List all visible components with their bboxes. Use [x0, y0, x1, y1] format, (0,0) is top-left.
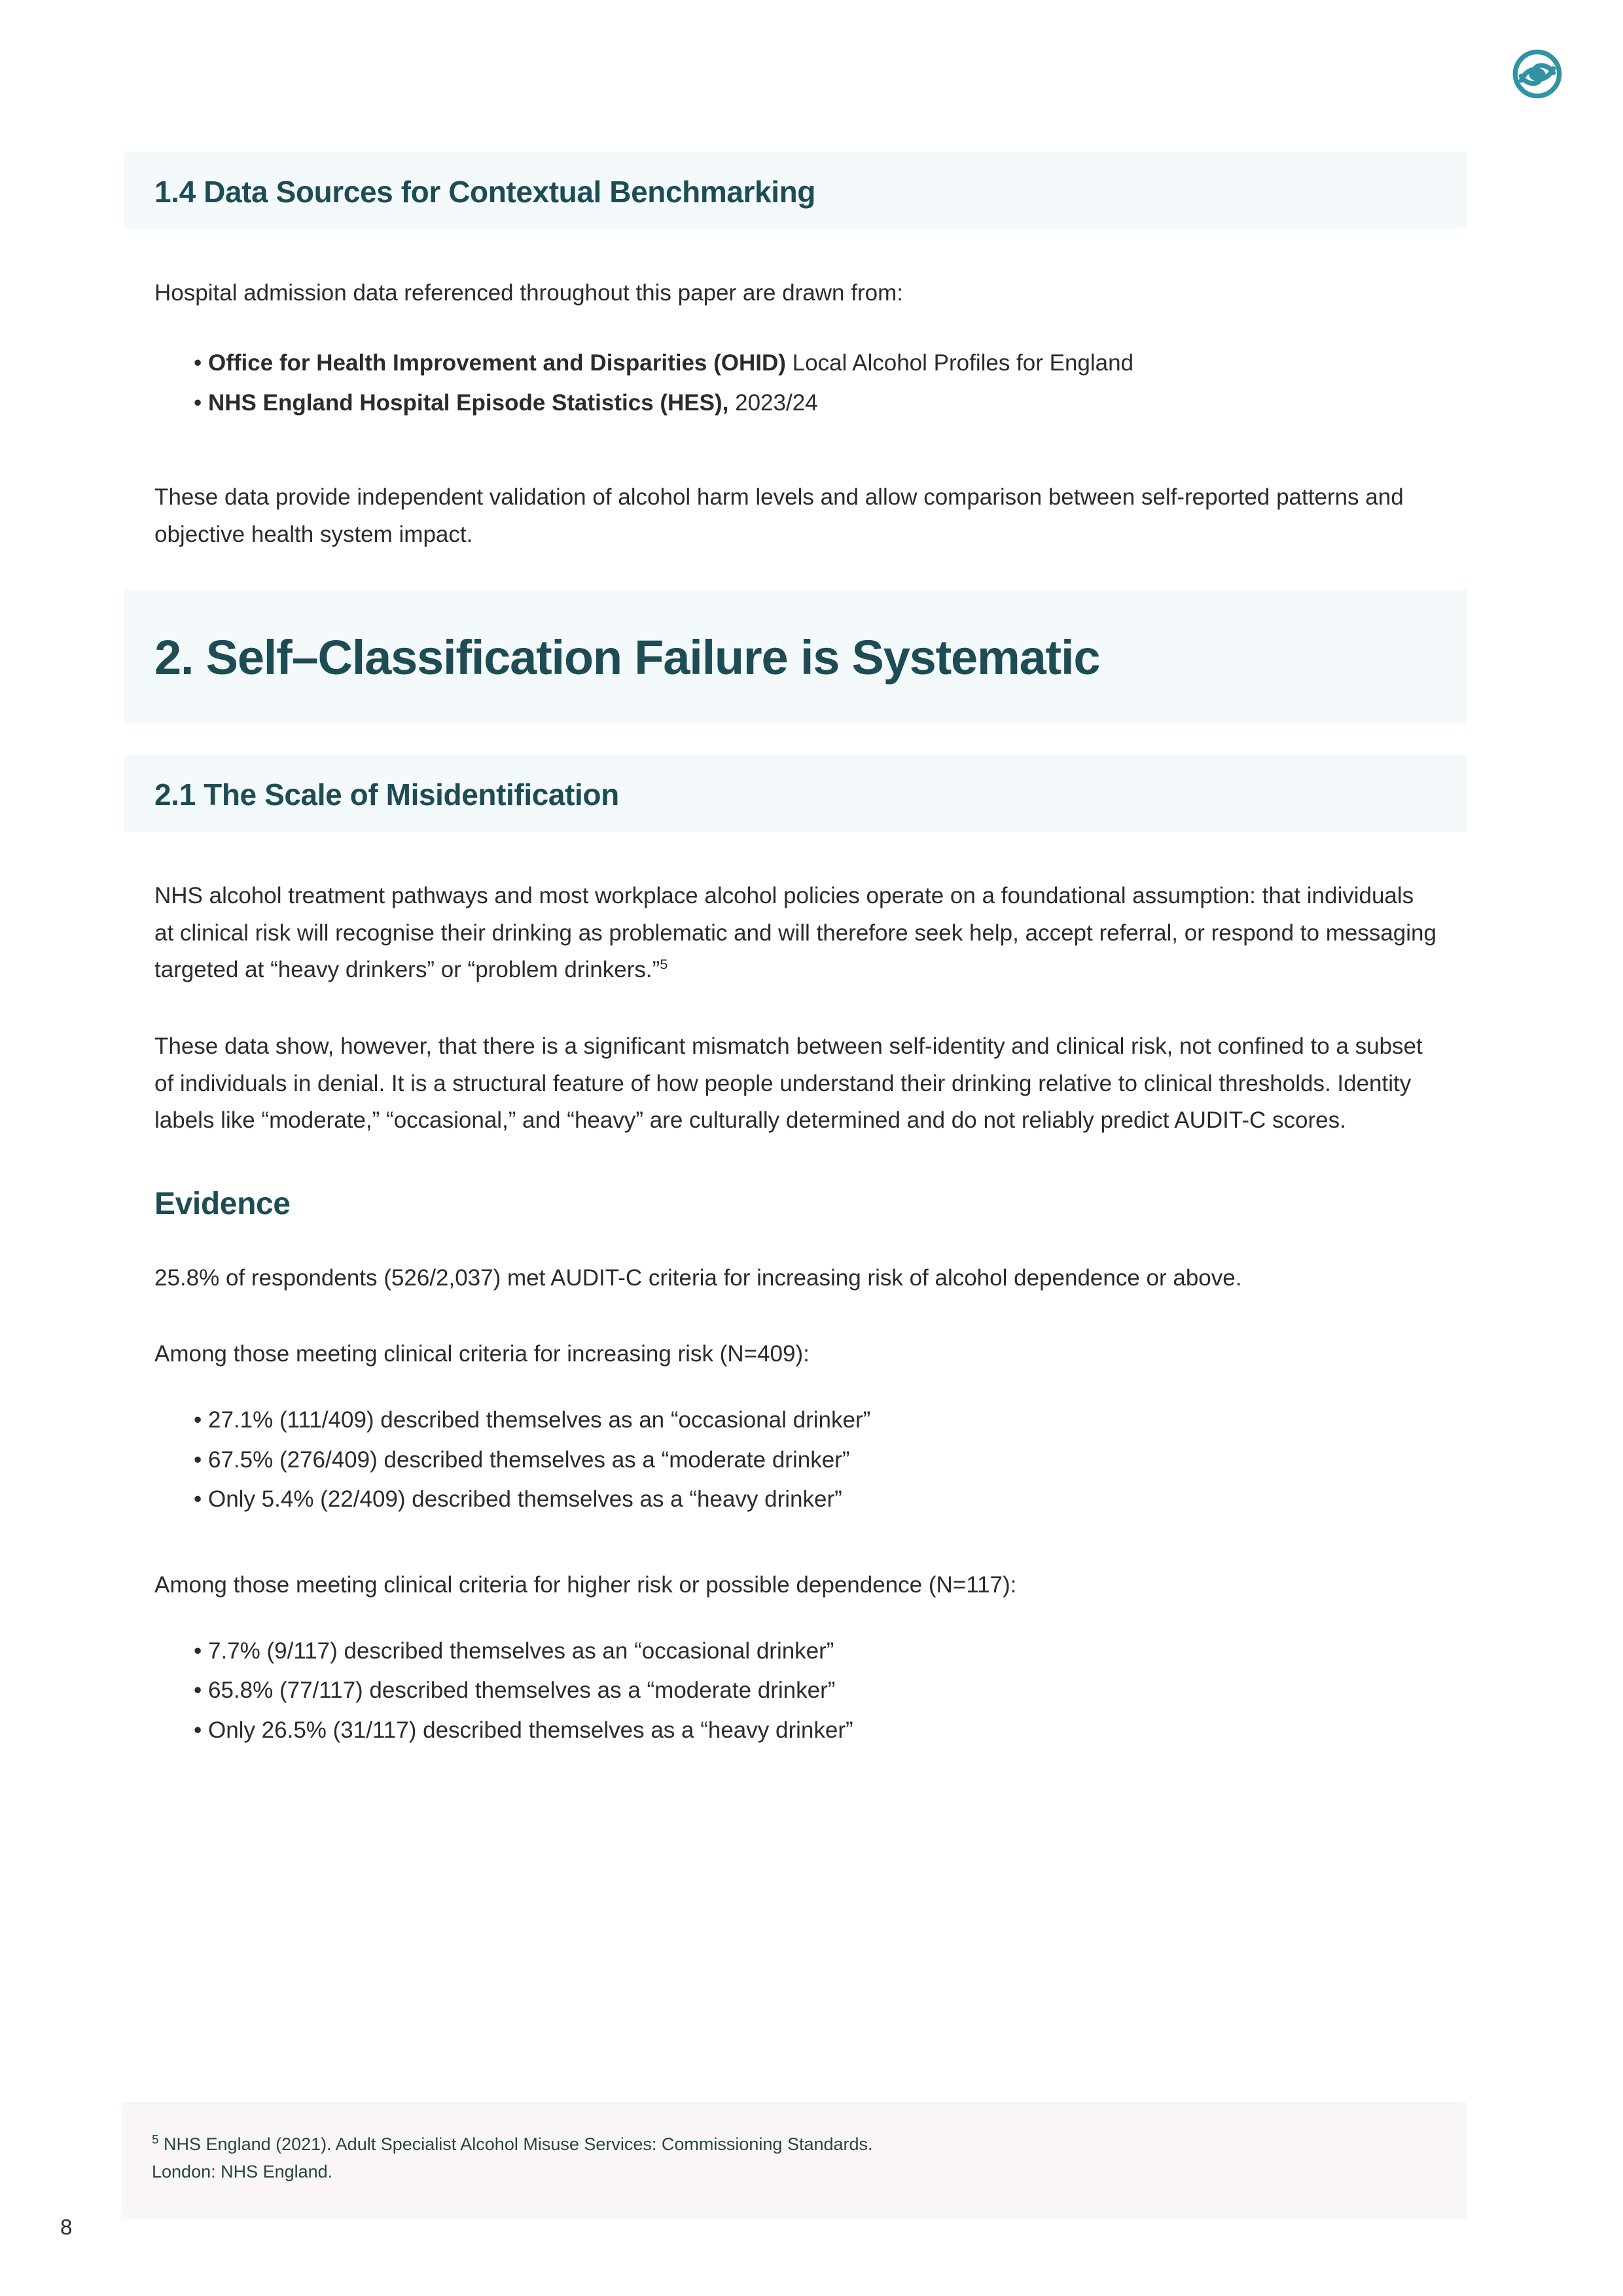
spacer — [154, 424, 1437, 479]
list-item: • 65.8% (77/117) described themselves as a “moderate drinker” — [194, 1677, 836, 1704]
footnote-line-1 — [152, 2131, 1437, 2159]
section-heading-band-2-1 — [124, 755, 1467, 832]
footnote-band — [122, 2102, 1467, 2219]
spacer — [124, 229, 1467, 275]
spacer — [154, 1139, 1437, 1185]
source-name: NHS England Hospital Episode Statistics (HES), — [207, 389, 729, 416]
list-item: • Only 26.5% (31/117) described themselves as a “heavy drinker” — [194, 1717, 853, 1744]
source-detail: 2023/24 — [728, 389, 818, 416]
paragraph-intro-sources: Hospital admission data referenced throughout this paper are drawn from: — [154, 280, 903, 306]
section-heading-2-1: 2.1 The Scale of Misidentification — [154, 777, 619, 812]
section-heading-band-1-4 — [124, 152, 1467, 229]
paragraph-evidence-lead: 25.8% of respondents (526/2,037) met AUDIT-C criteria for increasing risk of alcohol dependence or above. — [154, 1265, 1242, 1291]
section-1-4-body — [124, 275, 1467, 553]
section-heading-band-2 — [124, 590, 1467, 725]
list-item — [194, 385, 1437, 422]
bullet-glyph: • — [194, 350, 208, 376]
spacer — [154, 1297, 1437, 1336]
spacer — [154, 989, 1437, 1028]
subheading-evidence: Evidence — [154, 1186, 291, 1221]
data-sources-list — [154, 345, 1437, 422]
list-item: • 67.5% (276/409) described themselves as a “moderate drinker” — [194, 1446, 850, 1473]
list-item: • 27.1% (111/409) described themselves as an “occasional drinker” — [194, 1407, 871, 1433]
list-item: • 7.7% (9/117) described themselves as an “occasional drinker” — [194, 1638, 834, 1664]
page-number: 8 — [60, 2215, 73, 2239]
brand-logo-icon — [1510, 47, 1564, 101]
paragraph-assumption — [154, 878, 1437, 989]
section-heading-1-4: 1.4 Data Sources for Contextual Benchmarking — [154, 175, 816, 209]
paragraph-group1-lead: Among those meeting clinical criteria for increasing risk (N=409): — [154, 1341, 810, 1367]
page-content — [124, 152, 1467, 1752]
source-detail: Local Alcohol Profiles for England — [785, 350, 1134, 376]
spacer — [154, 1604, 1437, 1633]
section-heading-2: 2. Self–Classification Failure is Systematic — [154, 630, 1100, 685]
paragraph-group2-lead: Among those meeting clinical criteria for higher risk or possible dependence (N=117): — [154, 1572, 1017, 1598]
group2-bullet-list — [154, 1633, 1437, 1749]
footnote-reference[interactable]: 5 — [660, 956, 668, 973]
footnote-line-2: London: NHS England. — [152, 2161, 333, 2181]
source-name: Office for Health Improvement and Disparities (OHID) — [207, 350, 786, 376]
spacer — [154, 312, 1437, 345]
footnote-marker: 5 — [152, 2133, 159, 2147]
spacer — [154, 1521, 1437, 1567]
paragraph-closing-1-4: These data provide independent validation of alcohol harm levels and allow comparison between self-reported patterns and objective health system impact. — [154, 484, 1404, 548]
paragraph-assumption-text: NHS alcohol treatment pathways and most workplace alcohol policies operate on a foundational assumption: that individuals at clinical risk will recognise their drinking as problematic and will therefore seek help, accept referral, or respond to messaging targeted at “heavy drinkers” or “problem drinkers.” — [154, 882, 1436, 983]
group1-bullet-list — [154, 1402, 1437, 1518]
spacer — [154, 1373, 1437, 1402]
section-2-1-body — [124, 878, 1467, 1749]
footnote-text-1: NHS England (2021). Adult Specialist Alcohol Misuse Services: Commissioning Standards. — [158, 2134, 873, 2154]
paragraph-mismatch: These data show, however, that there is a significant mismatch between self-identity and clinical risk, not confined to a subset of individuals in denial. It is a structural feature of how people understand their drinking relative to clinical thresholds. Identity labels like “moderate,” “occasional,” and “heavy” are culturally determined and do not reliably predict AUDIT-C scores. — [154, 1033, 1423, 1134]
bullet-glyph: • — [194, 389, 208, 416]
list-item: • Only 5.4% (22/409) described themselves as a “heavy drinker” — [194, 1486, 842, 1513]
spacer — [124, 832, 1467, 878]
spacer — [154, 1223, 1437, 1260]
list-item — [194, 345, 1437, 382]
